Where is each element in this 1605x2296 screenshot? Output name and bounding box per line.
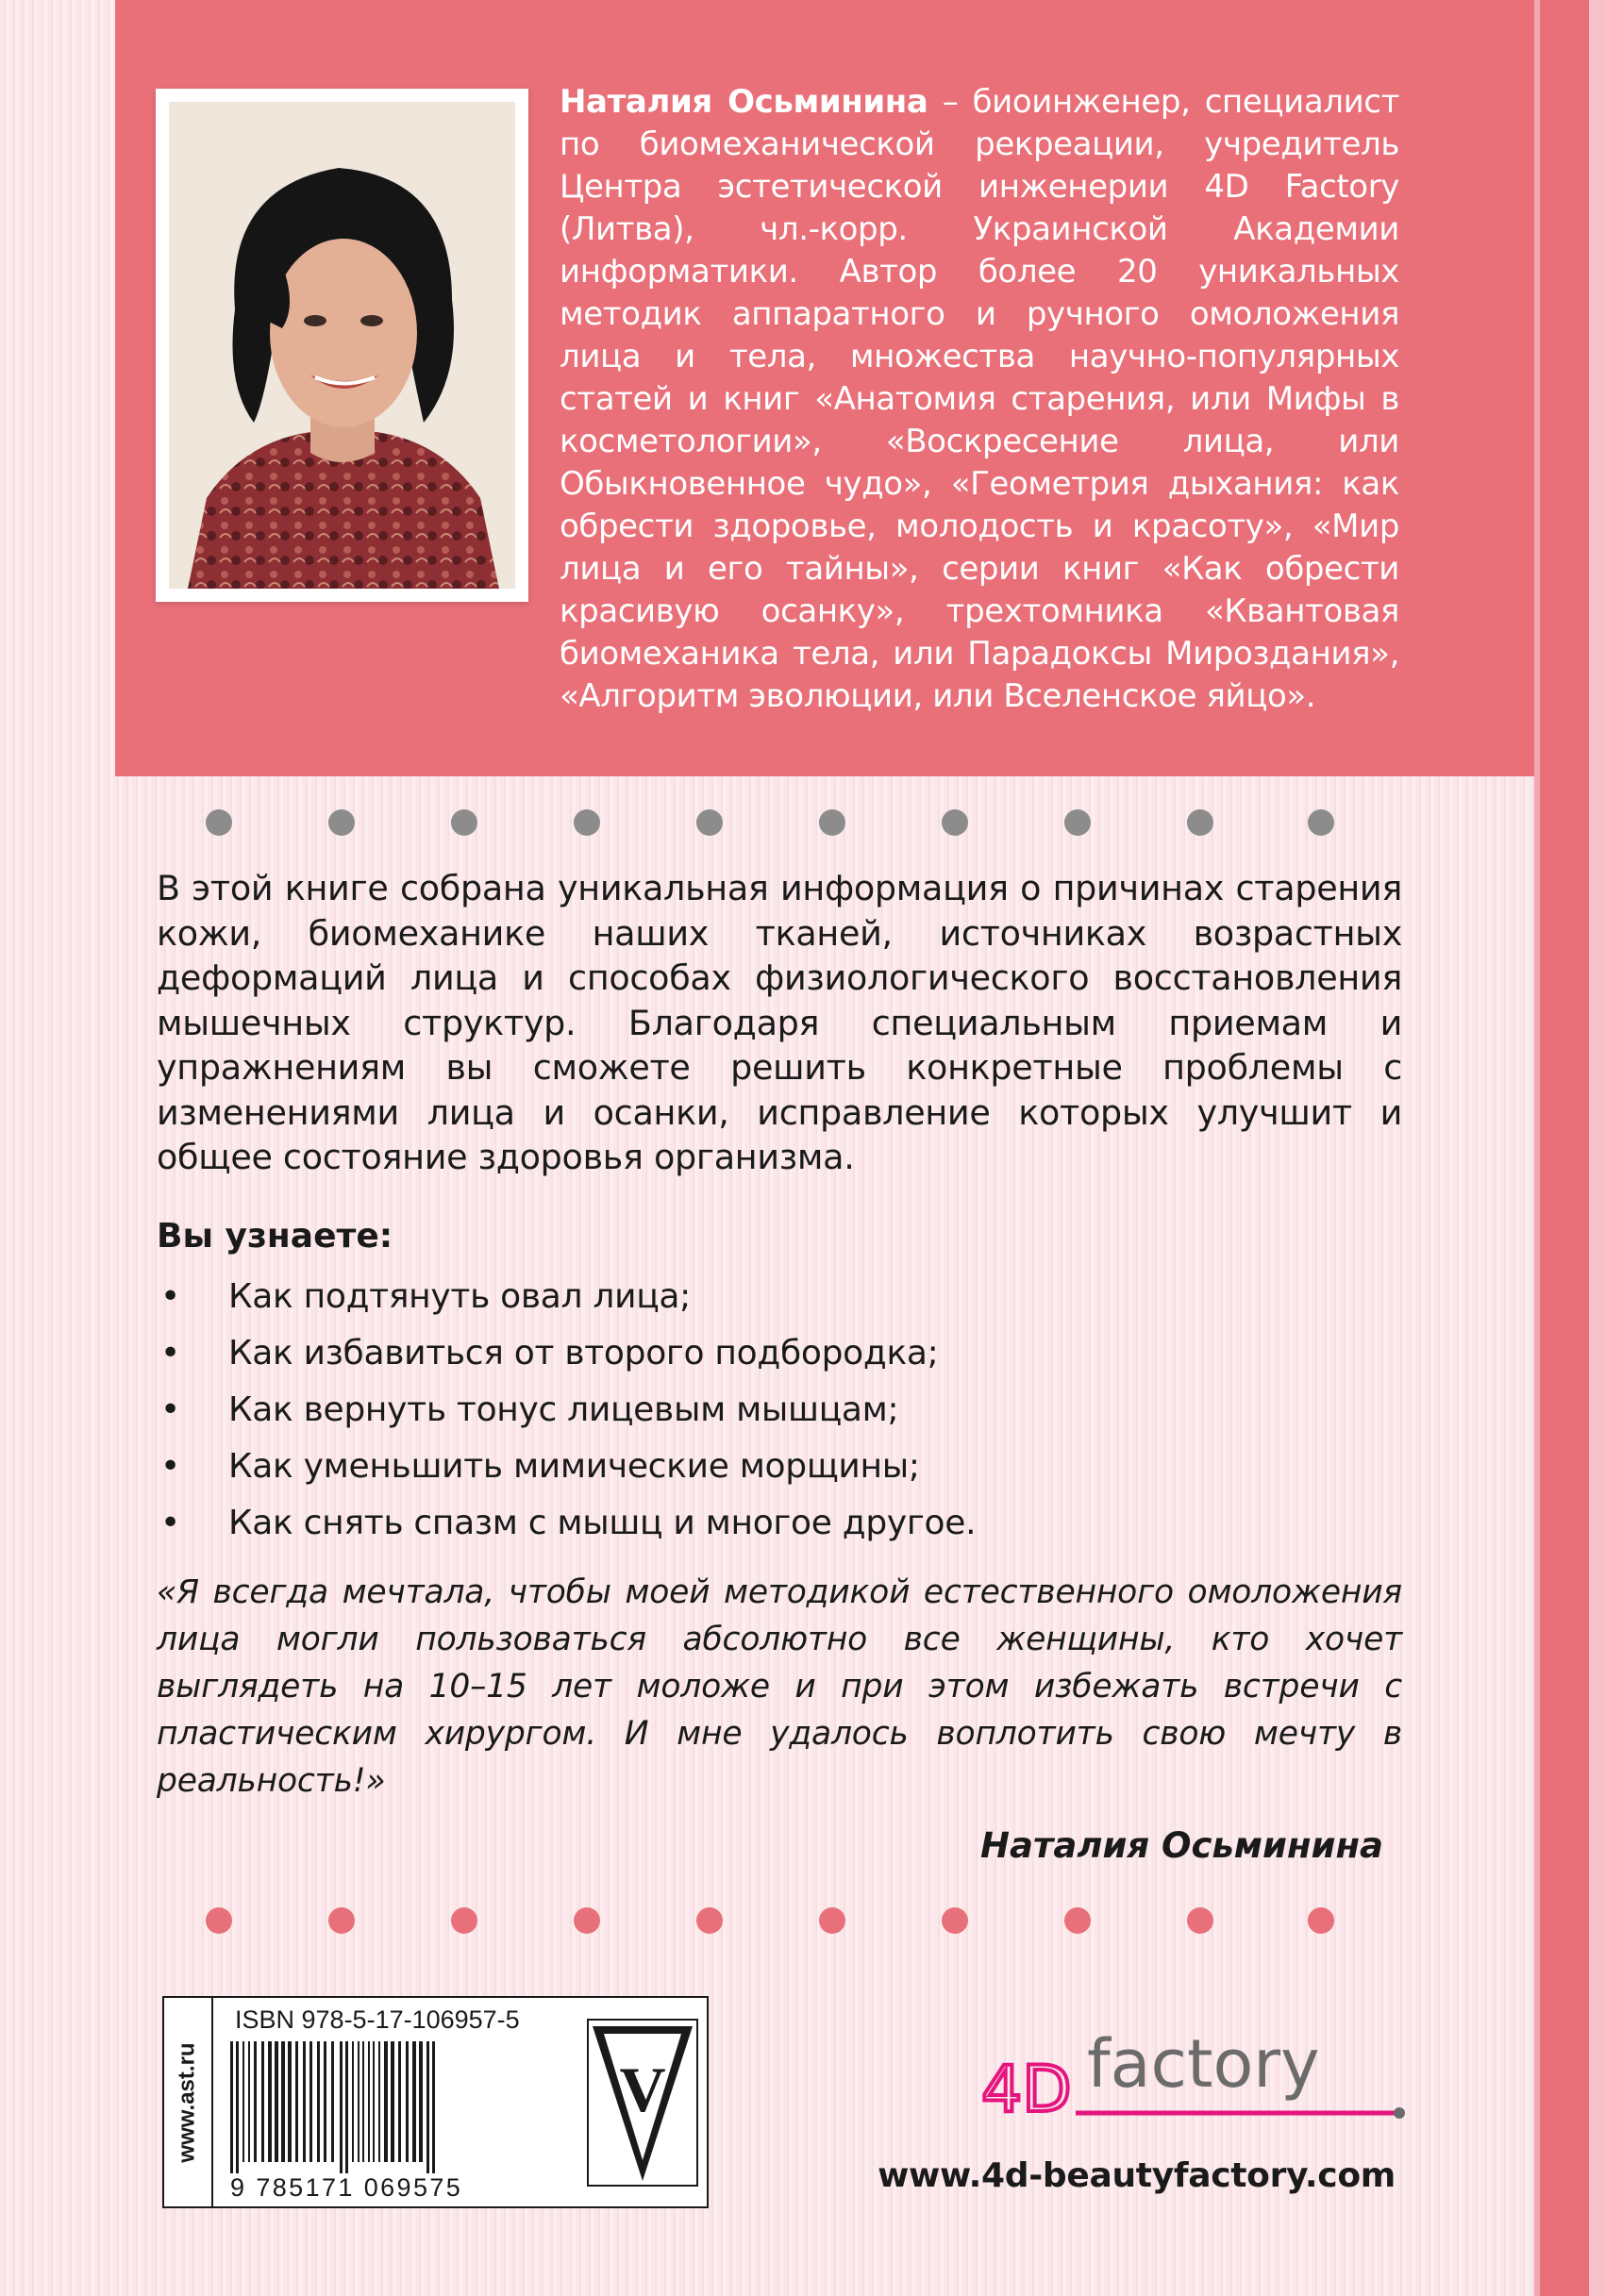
divider-dot (1187, 1907, 1213, 1934)
author-photo (169, 102, 515, 589)
barcode-bar (317, 2041, 320, 2162)
logo-word: factory (1087, 2028, 1320, 2103)
divider-dot (328, 809, 355, 836)
barcode-bar (384, 2041, 388, 2162)
divider-dot (451, 809, 477, 836)
barcode-bar (281, 2041, 285, 2162)
bullet: • (160, 1504, 180, 1542)
barcode-bar (432, 2041, 435, 2173)
divider-dot (696, 1907, 723, 1934)
author-photo-frame (156, 89, 528, 602)
divider-dot (1308, 809, 1334, 836)
barcode-bar (345, 2041, 348, 2173)
list-item-text: Как избавиться от второго подбородка; (228, 1334, 939, 1373)
publisher-site-vertical (164, 1998, 213, 2206)
bullet: • (160, 1334, 180, 1373)
bullet: • (160, 1390, 180, 1429)
barcode (226, 2041, 585, 2173)
publisher-logo-letter: V (619, 2054, 666, 2125)
list-item (160, 1269, 976, 1325)
divider-dot (1308, 1907, 1334, 1934)
author-bio-text: – биоинженер, специалист по биомеханической рекреации, учредитель Центра эстетической инженерии 4D Factory (Литва), чл.-корр. Украинской Академии информатики. Автор более 20 уникальных методик аппаратного и ручного омоложения лица и тела, множества научно-популярных статей и книг «Анатомия старения, или Мифы в косметологии», «Воскресение лица, или Обыкновенное чудо», «Геометрия дыхания: как обрести здоровье, молодость и красоту», «Мир лица и его тайны», серии книг «Как обрести красивую осанку», трехтомника «Квантовая биомеханика тела, или Парадоксы Мироздания», «Алгоритм эволюции, или Вселенское яйцо». (560, 83, 1399, 715)
barcode-bar (378, 2041, 380, 2162)
barcode-bar (242, 2041, 244, 2162)
barcode-bar (275, 2041, 278, 2162)
list-item-text: Как вернуть тонус лицевым мышцам; (228, 1390, 899, 1429)
barcode-bar (419, 2041, 423, 2162)
barcode-bar (362, 2041, 364, 2162)
list-item (160, 1439, 976, 1495)
pink-dot-divider (206, 1907, 1329, 1936)
author-quote: «Я всегда мечтала, чтобы моей методикой естественного омоложения лица могли пользоваться абсолютно все женщины, кто хочет выглядеть на 10–15 лет моложе и при этом избежать встречи с пластическим хирургом. И мне удалось воплотить свою мечту в реальность!» (157, 1573, 1402, 1800)
logo-dot (1394, 2107, 1405, 2119)
barcode-bar (295, 2041, 298, 2162)
list-item-text: Как подтянуть овал лица; (228, 1277, 692, 1316)
divider-dot (1187, 809, 1213, 836)
logo-prefix: 4D (981, 2053, 1072, 2127)
author-name: Наталия Осьминина (560, 83, 928, 121)
barcode-bar (398, 2041, 401, 2162)
gray-dot-divider (206, 809, 1329, 838)
barcode-bar (406, 2041, 409, 2162)
barcode-bar (254, 2041, 257, 2162)
barcode-bar (230, 2041, 233, 2173)
learn-list (160, 1269, 976, 1552)
bullet: • (160, 1277, 180, 1316)
divider-dot (574, 1907, 600, 1934)
side-stripe (1534, 0, 1605, 2296)
barcode-bar (236, 2041, 239, 2173)
divider-dot (328, 1907, 355, 1934)
publisher-v-logo (587, 2019, 698, 2187)
barcode-bar (261, 2041, 264, 2162)
barcode-bar (288, 2041, 292, 2162)
bullet: • (160, 1447, 180, 1486)
barcode-bar (248, 2041, 250, 2162)
author-bio (560, 81, 1399, 718)
isbn-number: ISBN 978-5-17-106957-5 (235, 2005, 520, 2034)
divider-dot (942, 809, 968, 836)
divider-dot (1064, 809, 1091, 836)
list-item (160, 1382, 976, 1439)
barcode-bar (303, 2041, 306, 2162)
barcode-bar (309, 2041, 312, 2162)
divider-dot (451, 1907, 477, 1934)
barcode-bar (426, 2041, 429, 2173)
barcode-bar (373, 2041, 375, 2162)
list-item (160, 1325, 976, 1382)
intro-paragraph: В этой книге собрана уникальная информация о причинах старения кожи, биомеханике наших тканей, источниках возрастных деформаций лица и способах физиологического восстановления мышечных структур. Благодаря специальным приемам и упражнениям вы сможете решить конкретные проблемы с изменениями лица и осанки, исправление которых улучшит и общее состояние здоровья организма. (157, 868, 1402, 1177)
divider-dot (206, 1907, 232, 1934)
barcode-bar (340, 2041, 343, 2173)
author-portrait-illustration (169, 102, 515, 589)
barcode-bar (358, 2041, 359, 2162)
list-item (160, 1495, 976, 1552)
divider-dot (819, 809, 845, 836)
barcode-bar (324, 2041, 326, 2162)
barcode-bar (352, 2041, 354, 2162)
publisher-site: www.ast.ru (175, 2041, 201, 2163)
barcode-bar (368, 2041, 370, 2162)
divider-dot (942, 1907, 968, 1934)
website-url[interactable]: www.4d-beautyfactory.com (878, 2156, 1396, 2195)
barcode-bar (391, 2041, 394, 2162)
quote-author: Наталия Осьминина (980, 1825, 1383, 1866)
barcode-digits: 9 785171 069575 (230, 2173, 463, 2202)
divider-dot (574, 809, 600, 836)
barcode-bar (412, 2041, 416, 2162)
divider-dot (1064, 1907, 1091, 1934)
4d-factory-logo (981, 2028, 1420, 2132)
barcode-bar (268, 2041, 272, 2162)
learn-heading: Вы узнаете: (157, 1217, 393, 1256)
divider-dot (696, 809, 723, 836)
barcode-block (162, 1996, 709, 2208)
divider-dot (206, 809, 232, 836)
list-item-text: Как снять спазм с мышц и многое другое. (228, 1504, 977, 1542)
divider-dot (819, 1907, 845, 1934)
list-item-text: Как уменьшить мимические морщины; (228, 1447, 920, 1486)
barcode-bar (331, 2041, 334, 2162)
